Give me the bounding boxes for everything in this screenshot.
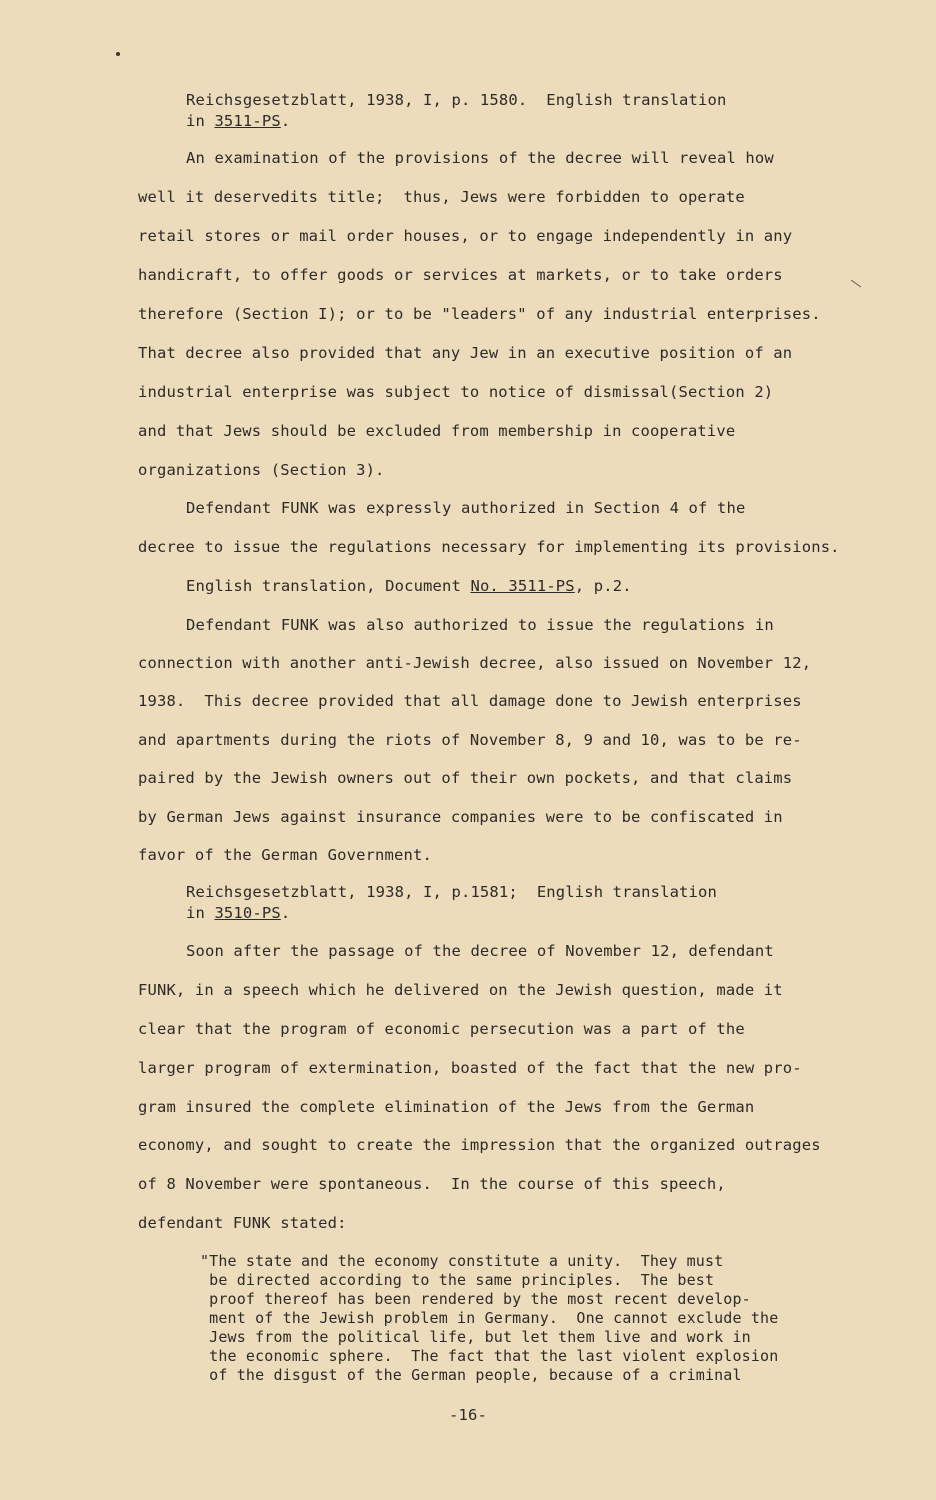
paragraph-4-line: Soon after the passage of the decree of November 12, defendant	[186, 942, 774, 960]
paragraph-1-line: That decree also provided that any Jew in an executive position of an	[138, 344, 793, 362]
quote-line: of the disgust of the German people, because of a criminal	[200, 1366, 742, 1384]
paragraph-1-line: and that Jews should be excluded from membership in cooperative	[138, 422, 736, 440]
paragraph-1-line: well it deservedits title; thus, Jews were forbidden to operate	[138, 188, 745, 206]
quote-line: "The state and the economy constitute a unity. They must	[200, 1252, 724, 1270]
paragraph-3-line: Defendant FUNK was also authorized to issue the regulations in	[186, 616, 774, 634]
paragraph-3-line: favor of the German Government.	[138, 846, 432, 864]
paragraph-4-line: economy, and sought to create the impression that the organized outrages	[138, 1136, 821, 1154]
paragraph-4-line: FUNK, in a speech which he delivered on the Jewish question, made it	[138, 981, 783, 999]
paragraph-3-line: 1938. This decree provided that all damage done to Jewish enterprises	[138, 692, 802, 710]
paragraph-4-line: clear that the program of economic persecution was a part of the	[138, 1020, 745, 1038]
paragraph-2-line: decree to issue the regulations necessary for implementing its provisions.	[138, 538, 840, 556]
paragraph-1-line: retail stores or mail order houses, or to engage independently in any	[138, 227, 793, 245]
paragraph-1-line: An examination of the provisions of the decree will reveal how	[186, 149, 774, 167]
citation-1-line-2: in 3511-PS.	[186, 112, 291, 130]
paragraph-4-line: defendant FUNK stated:	[138, 1214, 347, 1232]
paragraph-3-line: and apartments during the riots of November 8, 9 and 10, was to be re-	[138, 731, 802, 749]
paragraph-4-line: of 8 November were spontaneous. In the course of this speech,	[138, 1175, 726, 1193]
quote-line: ment of the Jewish problem in Germany. One cannot exclude the	[200, 1309, 779, 1327]
quote-line: Jews from the political life, but let them live and work in	[200, 1328, 751, 1346]
paragraph-4-line: larger program of extermination, boasted of the fact that the new pro-	[138, 1059, 802, 1077]
quote-line: proof thereof has been rendered by the most recent develop-	[200, 1290, 751, 1308]
citation-1-line-1: Reichsgesetzblatt, 1938, I, p. 1580. English translation	[186, 91, 727, 109]
document-reference: 3510-PS	[214, 904, 281, 922]
paragraph-1-line: therefore (Section I); or to be "leaders" of any industrial enterprises.	[138, 305, 821, 323]
paragraph-4-line: gram insured the complete elimination of the Jews from the German	[138, 1098, 755, 1116]
page-number: -16-	[449, 1406, 487, 1424]
quote-line: be directed according to the same principles. The best	[200, 1271, 715, 1289]
paragraph-2-line: Defendant FUNK was expressly authorized in Section 4 of the	[186, 499, 746, 517]
quote-line: the economic sphere. The fact that the last violent explosion	[200, 1347, 779, 1365]
document-reference: No. 3511-PS	[470, 577, 575, 595]
paragraph-3-line: by German Jews against insurance companies were to be confiscated in	[138, 808, 783, 826]
paragraph-3-line: connection with another anti-Jewish decree, also issued on November 12,	[138, 654, 812, 672]
paragraph-1-line: industrial enterprise was subject to notice of dismissal(Section 2)	[138, 383, 774, 401]
ink-spot	[116, 52, 120, 56]
margin-mark	[851, 280, 861, 288]
citation-3-line-2: in 3510-PS.	[186, 904, 291, 922]
citation-3-line-1: Reichsgesetzblatt, 1938, I, p.1581; English translation	[186, 883, 717, 901]
document-reference: 3511-PS	[214, 112, 281, 130]
paragraph-3-line: paired by the Jewish owners out of their own pockets, and that claims	[138, 769, 793, 787]
citation-2: English translation, Document No. 3511-PS, p.2.	[186, 577, 632, 595]
paragraph-1-line: handicraft, to offer goods or services at markets, or to take orders	[138, 266, 783, 284]
paragraph-1-line: organizations (Section 3).	[138, 461, 385, 479]
